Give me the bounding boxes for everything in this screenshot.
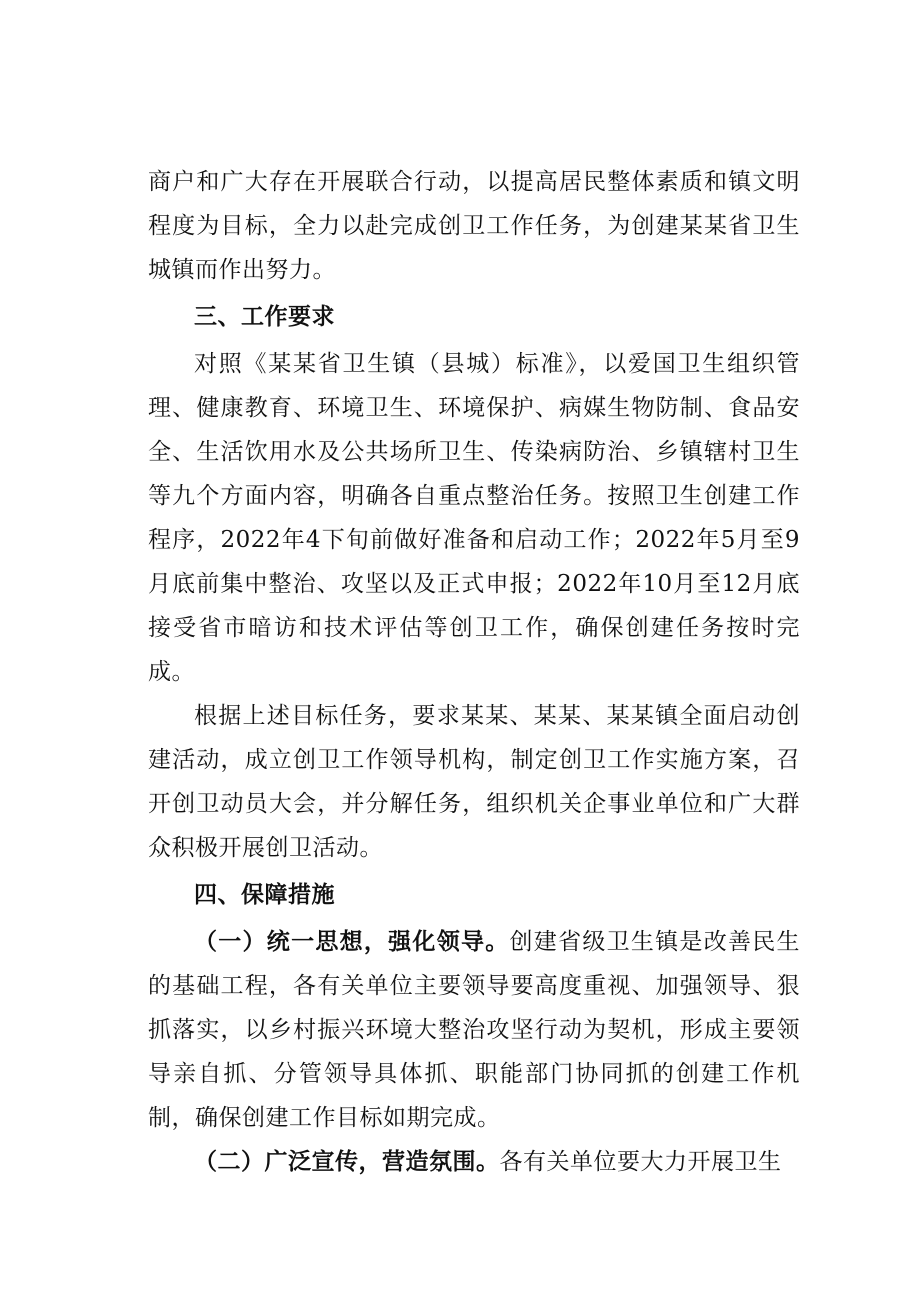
measure-item-publicity-text: 各有关单位要大力开展卫生 xyxy=(499,1149,782,1175)
requirements-paragraph-tasks: 根据上述目标任务，要求某某、某某、某某镇全面启动创建活动，成立创卫工作领导机构，制定创卫工作实施方案，召开创卫动员大会，并分解任务，组织机关企事业单位和广大群众积极开展创卫活动。 xyxy=(148,703,800,861)
section-heading-work-requirements: 三、工作要求 xyxy=(194,304,335,330)
requirements-paragraph-standards: 对照《某某省卫生镇（县城）标准》，以爱国卫生组织管理、健康教育、环境卫生、环境保护、病媒生物防制、食品安全、生活饮用水及公共场所卫生、传染病防治、乡镇辖村卫生等九个方面内容，明确各自重点整治任务。按照卫生创建工作程序，2022年4下旬前做好准备和启动工作；2022年5月至9月底前集中整治、攻坚以及正式申报；2022年10月至12月底接受省市暗访和技术评估等创卫工作，确保创建任务按时完成。 xyxy=(148,351,800,685)
measure-item-leadership xyxy=(148,920,800,1140)
document-body xyxy=(148,160,800,1184)
measure-item-leadership-text: 创建省级卫生镇是改善民生的基础工程，各有关单位主要领导要高度重视、加强领导、狠抓落实，以乡村振兴环境大整治攻坚行动为契机，形成主要领导亲自抓、分管领导具体抓、职能部门协同抓的创建工作机制，确保创建工作目标如期完成。 xyxy=(148,929,801,1131)
continuation-paragraph: 商户和广大存在开展联合行动，以提高居民整体素质和镇文明程度为目标，全力以赴完成创卫工作任务，为创建某某省卫生城镇而作出努力。 xyxy=(148,169,800,283)
measure-item-publicity xyxy=(148,1140,800,1184)
measure-item-publicity-title: （二）广泛宣传，营造氛围。 xyxy=(194,1149,500,1175)
section-heading-safeguard-measures: 四、保障措施 xyxy=(194,882,335,908)
measure-item-leadership-title: （一）统一思想，强化领导。 xyxy=(194,929,510,955)
